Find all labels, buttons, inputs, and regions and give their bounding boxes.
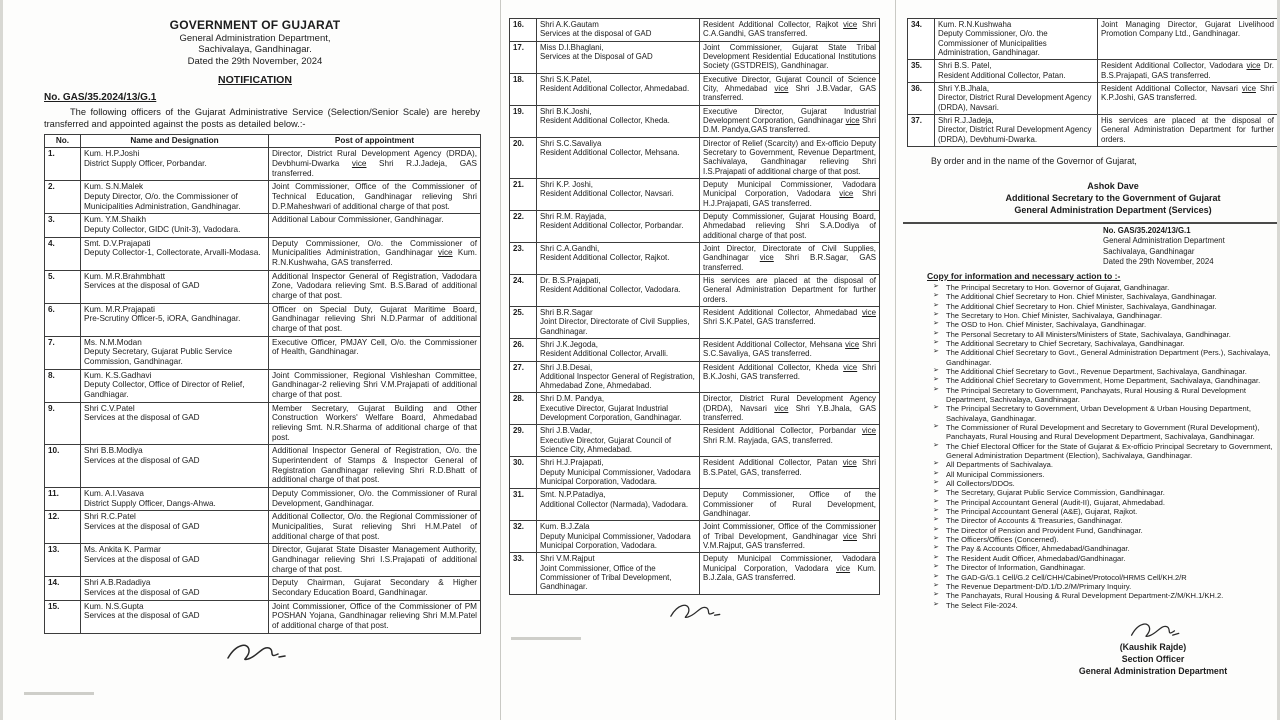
page-2 — [505, 0, 883, 720]
row-number: 2. — [45, 181, 81, 214]
post-of-appointment: Joint Commissioner, Office of the Commissioner of PM POSHAN Yojana, Gandhinagar relieving Shri M.M.Patel of additional charge of that post. — [269, 600, 481, 633]
officer-row — [45, 181, 481, 214]
refblock-number: No. GAS/35.2024/13/G.1 — [1103, 226, 1191, 236]
officer-name-designation: Miss D.I.Bhaglani, Services at the Disposal of GAD — [537, 41, 700, 73]
gov-title: GOVERNMENT OF GUJARAT — [169, 18, 341, 32]
row-number: 37. — [908, 114, 935, 146]
copy-list-item: ➢ The Director of Pension and Provident Fund, Gandhinagar. — [933, 526, 1274, 535]
officer-row — [45, 445, 481, 488]
row-number: 12. — [45, 511, 81, 544]
officer-row — [510, 274, 880, 306]
copy-list-item: ➢ The Additional Chief Secretary to Govt., Revenue Department, Sachivalaya, Gandhinagar. — [933, 367, 1274, 376]
row-number: 30. — [510, 457, 537, 489]
copy-list-item: ➢ All Municipal Commissioners. — [933, 470, 1274, 479]
copy-list-item: ➢ The Personal Secretary to All Ministers/Ministers of State, Sachivalaya, Gandhinagar. — [933, 330, 1274, 339]
officer-row — [908, 82, 1278, 114]
row-number: 26. — [510, 338, 537, 361]
signoff-name: (Kaushik Rajde) — [1119, 641, 1187, 652]
officer-row — [510, 521, 880, 553]
signoff-block — [1043, 618, 1263, 678]
officer-row — [510, 306, 880, 338]
officer-row — [510, 73, 880, 105]
signature-scribble-icon — [1124, 618, 1182, 642]
officer-row — [45, 511, 481, 544]
post-of-appointment: Additional Labour Commissioner, Gandhinagar. — [269, 214, 481, 237]
copy-list-item: ➢ The OSD to Hon. Chief Minister, Sachivalaya, Gandhinagar. — [933, 320, 1274, 329]
row-number: 15. — [45, 600, 81, 633]
officer-name-designation: Kum. H.P.Joshi District Supply Officer, Porbandar. — [81, 148, 269, 181]
copy-list-item: ➢ The Principal Secretary to Government, Urban Development & Urban Housing Department, Sachivalaya, Gandhinagar. — [933, 404, 1274, 423]
row-number: 24. — [510, 274, 537, 306]
row-number: 25. — [510, 306, 537, 338]
row-number: 18. — [510, 73, 537, 105]
copy-list-item: ➢ The Additional Chief Secretary to Govt., General Administration Department (Pers.), Sachivalaya, Gandhinagar. — [933, 348, 1274, 367]
refblock-dated: Dated the 29th November, 2024 — [1103, 256, 1214, 266]
copy-list-item: ➢ The Principal Secretary to Government, Panchayats, Rural Housing & Rural Development Department, Sachivalaya, Gandhinagar. — [933, 386, 1274, 405]
officer-row — [45, 336, 481, 369]
officer-name-designation: Shri B.B.Modiya Services at the disposal of GAD — [81, 445, 269, 488]
officer-row — [908, 19, 1278, 60]
post-of-appointment: Joint Commissioner, Office of the Commissioner of Technical Education, Gandhinagar relieving Shri D.P.Maheshwari of additional charge of that post. — [269, 181, 481, 214]
copy-list-item: ➢ All Collectors/DDOs. — [933, 479, 1274, 488]
post-of-appointment: Deputy Commissioner, Office of the Commissioner of Rural Development, Gandhinagar. — [700, 489, 880, 521]
officer-row — [45, 148, 481, 181]
by-order-line: By order and in the name of the Governor of Gujarat, — [931, 155, 1137, 166]
officer-name-designation: Smt. N.P.Patadiya, Additional Collector (Narmada), Vadodara. — [537, 489, 700, 521]
copy-list-item: ➢ The Chief Electoral Officer for the State of Gujarat & Ex-officio Principal Secretary to Government, General Administration Department (Election), Sachivalaya, Gandhinagar. — [933, 442, 1274, 461]
officer-row — [45, 237, 481, 270]
row-number: 11. — [45, 488, 81, 511]
col-header-post: Post of appointment — [269, 134, 481, 148]
row-number: 4. — [45, 237, 81, 270]
signatory-title-1: Additional Secretary to the Government of Gujarat — [1005, 193, 1221, 204]
gov-dated: Dated the 29th November, 2024 — [187, 55, 323, 67]
officer-row — [510, 457, 880, 489]
row-number: 17. — [510, 41, 537, 73]
post-of-appointment: Member Secretary, Gujarat Building and Other Construction Workers' Welfare Board, Ahmedabad relieving Smt. N.R.Sharma of additional charge of that post. — [269, 402, 481, 445]
officer-name-designation: Shri Y.B.Jhala, Director, District Rural Development Agency (DRDA), Navsari. — [935, 82, 1098, 114]
post-of-appointment: Resident Additional Collector, Kheda vice Shri B.K.Joshi, GAS transferred. — [700, 361, 880, 393]
row-number: 36. — [908, 82, 935, 114]
officer-name-designation: Shri R.M. Rayjada, Resident Additional Collector, Porbandar. — [537, 210, 700, 242]
copy-list-item: ➢ All Departments of Sachivalaya. — [933, 460, 1274, 469]
post-of-appointment: Director, District Rural Development Agency (DRDA), Devbhumi-Dwarka vice Shri R.J.Jadeja, GAS transferred. — [269, 148, 481, 181]
officer-row — [45, 488, 481, 511]
signature-scribble-icon — [664, 599, 724, 623]
officer-row — [45, 577, 481, 600]
officer-row — [510, 338, 880, 361]
officer-row — [510, 41, 880, 73]
intro-paragraph: The following officers of the Gujarat Administrative Service (Selection/Senior Scale) are hereby transferred and appointed against the posts as detailed below.:- — [44, 107, 480, 129]
officer-row — [908, 60, 1278, 83]
officer-row — [45, 402, 481, 445]
copy-list-item: ➢ The Director of Information, Gandhinagar. — [933, 563, 1274, 572]
officer-row — [45, 303, 481, 336]
copy-list-item: ➢ The GAD-G/G.1 Cell/G.2 Cell/CHH/Cabinet/Protocol/HRMS Cell/KH.2/R — [933, 573, 1274, 582]
officer-name-designation: Kum. Y.M.Shaikh Deputy Collector, GIDC (Unit-3), Vadodara. — [81, 214, 269, 237]
copy-list-item: ➢ The Commissioner of Rural Development and Secretary to Government (Rural Development), Panchayats, Rural Housing and Rural Development Department, Sachivalaya, Gandhinagar. — [933, 423, 1274, 442]
officer-name-designation: Shri K.P. Joshi, Resident Additional Collector, Navsari. — [537, 178, 700, 210]
signatory-title-2: General Administration Department (Services) — [1014, 205, 1212, 216]
copy-distribution-list — [933, 283, 1274, 610]
officer-row — [510, 210, 880, 242]
officer-name-designation: Shri B.K.Joshi, Resident Additional Collector, Kheda. — [537, 105, 700, 137]
col-header-name: Name and Designation — [81, 134, 269, 148]
officer-name-designation: Kum. K.S.Gadhavi Deputy Collector, Office of Director of Relief, Gandhiagar. — [81, 369, 269, 402]
officer-name-designation: Shri J.K.Jegoda, Resident Additional Collector, Arvalli. — [537, 338, 700, 361]
page-divider — [500, 0, 501, 720]
fineprint-smudge — [511, 637, 581, 640]
reference-block — [903, 226, 1254, 267]
officer-row — [45, 600, 481, 633]
officer-name-designation: Ms. N.M.Modan Deputy Secretary, Gujarat Public Service Commission, Gandhinagar. — [81, 336, 269, 369]
post-of-appointment: Officer on Special Duty, Gujarat Maritime Board, Gandhinagar relieving Shri N.D.Parmar of additional charge of that post. — [269, 303, 481, 336]
gov-dept: General Administration Department, — [179, 32, 331, 44]
scan-edge — [0, 0, 3, 720]
row-number: 34. — [908, 19, 935, 60]
officer-name-designation: Smt. D.V.Prajapati Deputy Collector-1, Collectorate, Arvalli-Modasa. — [81, 237, 269, 270]
post-of-appointment: Director of Relief (Scarcity) and Ex-officio Deputy Secretary to Government, Revenue Department, Sachivalaya, Gandhinagar relieving Shri I.S.Prajapati of additional charge of that post. — [700, 137, 880, 178]
officer-name-designation: Shri A.K.Gautam Services at the disposal of GAD — [537, 19, 700, 42]
officer-name-designation: Shri R.C.Patel Services at the disposal of GAD — [81, 511, 269, 544]
row-number: 20. — [510, 137, 537, 178]
officer-row — [45, 270, 481, 303]
copy-list-item: ➢ The Panchayats, Rural Housing & Rural Development Department-Z/M/KH.1/KH.2. — [933, 591, 1274, 600]
officer-name-designation: Shri S.C.Savaliya Resident Additional Collector, Mehsana. — [537, 137, 700, 178]
officer-name-designation: Kum. R.N.Kushwaha Deputy Commissioner, O/o. the Commissioner of Municipalities Administration, Gandhinagar. — [935, 19, 1098, 60]
fineprint-smudge — [24, 692, 94, 695]
page-3 — [903, 0, 1280, 720]
post-of-appointment: Joint Managing Director, Gujarat Livelihood Promotion Company Ltd., Gandhinagar. — [1098, 19, 1278, 60]
page1-signature — [14, 638, 496, 666]
post-of-appointment: Deputy Commissioner, O/o. the Commissioner of Municipalities Administration, Gandhinagar vice Kum. R.N.Kushwaha, GAS transferred. — [269, 237, 481, 270]
table-header-row — [45, 134, 481, 148]
officer-row — [510, 178, 880, 210]
officer-name-designation: Kum. S.N.Malek Deputy Director, O/o. the Commissioner of Municipalities Administration, Gandhinagar. — [81, 181, 269, 214]
gov-place: Sachivalaya, Gandhinagar. — [198, 44, 312, 56]
row-number: 1. — [45, 148, 81, 181]
post-of-appointment: Executive Director, Gujarat Industrial Development Corporation, Gandhinagar vice Shri D.M. Pandya,GAS transferred. — [700, 105, 880, 137]
officer-row — [510, 489, 880, 521]
row-number: 16. — [510, 19, 537, 42]
officer-name-designation: Ms. Ankita K. Parmar Services at the disposal of GAD — [81, 544, 269, 577]
officer-row — [510, 553, 880, 594]
officer-name-designation: Kum. M.R.Prajapati Pre-Scrutiny Officer-5, iORA, Gandhinagar. — [81, 303, 269, 336]
copy-list-item: ➢ The Additional Secretary to Chief Secretary, Sachivalaya, Gandhinagar. — [933, 339, 1274, 348]
transfer-table-p2 — [509, 18, 880, 595]
copy-list-item: ➢ The Secretary, Gujarat Public Service Commission, Gandhinagar. — [933, 488, 1274, 497]
copy-list-item: ➢ The Revenue Department-D/D.1/D.2/M/Primary Inquiry. — [933, 582, 1274, 591]
copy-list-item: ➢ The Additional Chief Secretary to Hon. Chief Minister, Sachivalaya, Gandhinagar. — [933, 292, 1274, 301]
signoff-dept: General Administration Department — [1078, 665, 1228, 676]
col-header-no: No. — [45, 134, 81, 148]
post-of-appointment: Joint Director, Directorate of Civil Supplies, Gandhinagar vice Shri B.R.Sagar, GAS transferred. — [700, 242, 880, 274]
refblock-place: Sachivalaya, Gandhinagar — [1103, 246, 1195, 256]
post-of-appointment: Resident Additional Collector, Vadodara vice Dr. B.S.Prajapati, GAS transferred. — [1098, 60, 1278, 83]
row-number: 10. — [45, 445, 81, 488]
row-number: 13. — [45, 544, 81, 577]
post-of-appointment: Resident Additional Collector, Ahmedabad vice Shri S.K.Patel, GAS transferred. — [700, 306, 880, 338]
page-divider — [895, 0, 896, 720]
post-of-appointment: Resident Additional Collector, Mehsana vice Shri S.C.Savaliya, GAS transferred. — [700, 338, 880, 361]
row-number: 14. — [45, 577, 81, 600]
row-number: 32. — [510, 521, 537, 553]
officer-row — [45, 214, 481, 237]
copy-list-item: ➢ The Principal Accountant General (A&E), Gujarat, Rajkot. — [933, 507, 1274, 516]
officer-name-designation: Shri D.M. Pandya, Executive Director, Gujarat Industrial Development Corporation, Gandhinagar. — [537, 393, 700, 425]
row-number: 27. — [510, 361, 537, 393]
row-number: 9. — [45, 402, 81, 445]
row-number: 5. — [45, 270, 81, 303]
copy-list-item: ➢ The Pay & Accounts Officer, Ahmedabad/Gandhinagar. — [933, 544, 1274, 553]
post-of-appointment: Deputy Municipal Commissioner, Vadodara Municipal Corporation, Vadodara vice Kum. B.J.Zala, GAS transferred. — [700, 553, 880, 594]
post-of-appointment: Executive Director, Gujarat Council of Science City, Ahmedabad vice Shri J.B.Vadar, GAS transferred. — [700, 73, 880, 105]
officer-name-designation: Shri J.B.Vadar, Executive Director, Gujarat Council of Science City, Ahmedabad. — [537, 425, 700, 457]
post-of-appointment: Deputy Municipal Commissioner, Vadodara Municipal Corporation, Vadodara vice Shri H.J.Prajapati, GAS transferred. — [700, 178, 880, 210]
officer-name-designation: Kum. A.I.Vasava District Supply Officer, Dangs-Ahwa. — [81, 488, 269, 511]
signature-scribble-icon — [222, 638, 288, 666]
copy-list-item: ➢ The Secretary to Hon. Chief Minister, Sachivalaya, Gandhinagar. — [933, 311, 1274, 320]
officer-row — [45, 544, 481, 577]
officer-row — [510, 19, 880, 42]
copy-list-item: ➢ The Select File-2024. — [933, 601, 1274, 610]
officer-name-designation: Shri B.S. Patel, Resident Additional Collector, Patan. — [935, 60, 1098, 83]
page-1 — [14, 0, 496, 720]
post-of-appointment: Resident Additional Collector, Porbandar vice Shri R.M. Rayjada, GAS, transferred. — [700, 425, 880, 457]
officer-name-designation: Shri R.J.Jadeja, Director, District Rural Development Agency (DRDA), Devbhumi-Dwarka. — [935, 114, 1098, 146]
copy-list-item: ➢ The Officers/Offices (Concerned). — [933, 535, 1274, 544]
officer-name-designation: Shri B.R.Sagar Joint Director, Directorate of Civil Supplies, Gandhinagar. — [537, 306, 700, 338]
post-of-appointment: Additional Inspector General of Registration, O/o. the Superintendent of Stamps & Inspector General of Registration Gandhinagar relieving Shri R.D.Bhatt of additional charge of that post. — [269, 445, 481, 488]
transfer-table-p3 — [907, 18, 1278, 147]
row-number: 19. — [510, 105, 537, 137]
post-of-appointment: Additional Collector, O/o. the Regional Commissioner of Municipalities, Surat relieving Shri H.M.Patel of additional charge of that post. — [269, 511, 481, 544]
post-of-appointment: Resident Additional Collector, Rajkot vice Shri C.A.Gandhi, GAS transferred. — [700, 19, 880, 42]
signatory-block — [963, 180, 1263, 216]
post-of-appointment: His services are placed at the disposal of General Administration Department for further orders. — [700, 274, 880, 306]
row-number: 8. — [45, 369, 81, 402]
officer-row — [45, 369, 481, 402]
copy-list-item: ➢ The Additional Chief Secretary to Government, Home Department, Sachivalaya, Gandhinagar. — [933, 376, 1274, 385]
post-of-appointment: Executive Officer, PMJAY Cell, O/o. the Commissioner of Health, Gandhinagar. — [269, 336, 481, 369]
row-number: 7. — [45, 336, 81, 369]
reference-number: No. GAS/35.2024/13/G.1 — [44, 92, 157, 104]
row-number: 33. — [510, 553, 537, 594]
officer-name-designation: Shri C.A.Gandhi, Resident Additional Collector, Rajkot. — [537, 242, 700, 274]
officer-row — [510, 105, 880, 137]
row-number: 31. — [510, 489, 537, 521]
page2-signature — [505, 599, 883, 623]
officer-name-designation: Shri J.B.Desai, Additional Inspector General of Registration, Ahmedabad Zone, Ahmedabad. — [537, 361, 700, 393]
officer-name-designation: Kum. M.R.Brahmbhatt Services at the disposal of GAD — [81, 270, 269, 303]
refblock-dept: General Administration Department — [1103, 236, 1225, 246]
officer-row — [908, 114, 1278, 146]
post-of-appointment: His services are placed at the disposal of General Administration Department for further orders. — [1098, 114, 1278, 146]
post-of-appointment: Additional Inspector General of Registration, Vadodara Zone, Vadodara relieving Smt. B.S.Barad of additional charge of that post. — [269, 270, 481, 303]
row-number: 21. — [510, 178, 537, 210]
notification-heading: NOTIFICATION — [218, 74, 292, 87]
post-of-appointment: Deputy Commissioner, O/o. the Commissioner of Rural Development, Gandhinagar. — [269, 488, 481, 511]
post-of-appointment: Deputy Commissioner, Gujarat Housing Board, Ahmedabad relieving Shri S.A.Dodiya of additional charge of that post. — [700, 210, 880, 242]
officer-name-designation: Shri C.V.Patel Services at the disposal of GAD — [81, 402, 269, 445]
post-of-appointment: Director, District Rural Development Agency (DRDA), Navsari vice Shri Y.B.Jhala, GAS transferred. — [700, 393, 880, 425]
officer-row — [510, 242, 880, 274]
row-number: 22. — [510, 210, 537, 242]
officer-row — [510, 361, 880, 393]
officer-name-designation: Dr. B.S.Prajapati, Resident Additional Collector, Vadodara. — [537, 274, 700, 306]
officer-name-designation: Shri H.J.Prajapati, Deputy Municipal Commissioner, Vadodara Municipal Corporation, Vadodara. — [537, 457, 700, 489]
row-number: 3. — [45, 214, 81, 237]
copy-list-title: Copy for information and necessary action to :- — [927, 270, 1121, 281]
officer-name-designation: Kum. B.J.Zala Deputy Municipal Commissioner, Vadodara Municipal Corporation, Vadodara. — [537, 521, 700, 553]
copy-list-item: ➢ The Director of Accounts & Treasuries, Gandhinagar. — [933, 516, 1274, 525]
post-of-appointment: Resident Additional Collector, Navsari vice Shri K.P.Joshi, GAS transferred. — [1098, 82, 1278, 114]
officer-name-designation: Kum. N.S.Gupta Services at the disposal of GAD — [81, 600, 269, 633]
signoff-title: Section Officer — [1121, 653, 1185, 664]
post-of-appointment: Joint Commissioner, Regional Vishleshan Committee, Gandhinagar-2 relieving Shri V.M.Prajapati of additional charge of that post. — [269, 369, 481, 402]
row-number: 6. — [45, 303, 81, 336]
row-number: 29. — [510, 425, 537, 457]
document-header — [14, 18, 496, 67]
copy-list-item: ➢ The Principal Accountant General (Audit-II), Gujarat, Ahmedabad. — [933, 498, 1274, 507]
officer-name-designation: Shri V.M.Rajput Joint Commissioner, Office of the Commissioner of Tribal Development, Gandhinagar. — [537, 553, 700, 594]
signatory-name: Ashok Dave — [1087, 180, 1139, 191]
post-of-appointment: Director, Gujarat State Disaster Management Authority, Gandhinagar relieving Shri I.S.Prajapati of additional charge of that post. — [269, 544, 481, 577]
row-number: 23. — [510, 242, 537, 274]
officer-row — [510, 137, 880, 178]
officer-row — [510, 393, 880, 425]
officer-row — [510, 425, 880, 457]
post-of-appointment: Joint Commissioner, Office of the Commissioner of Tribal Development, Gandhinagar vice Shri V.M.Rajput, GAS transferred. — [700, 521, 880, 553]
row-number: 28. — [510, 393, 537, 425]
copy-list-item: ➢ The Principal Secretary to Hon. Governor of Gujarat, Gandhinagar. — [933, 283, 1274, 292]
post-of-appointment: Resident Additional Collector, Patan vice Shri B.S.Patel, GAS, transferred. — [700, 457, 880, 489]
post-of-appointment: Deputy Chairman, Gujarat Secondary & Higher Secondary Education Board, Gandhinagar. — [269, 577, 481, 600]
horizontal-rule — [903, 222, 1280, 224]
officer-name-designation: Shri A.B.Radadiya Services at the disposal of GAD — [81, 577, 269, 600]
copy-list-item: ➢ The Additional Chief Secretary to Hon. Chief Minister, Sachivalaya, Gandhinagar. — [933, 302, 1274, 311]
copy-list-item: ➢ The Resident Audit Officer, Ahmedabad/Gandhinagar. — [933, 554, 1274, 563]
officer-name-designation: Shri S.K.Patel, Resident Additional Collector, Ahmedabad. — [537, 73, 700, 105]
transfer-table-p1 — [44, 134, 481, 634]
row-number: 35. — [908, 60, 935, 83]
post-of-appointment: Joint Commissioner, Gujarat State Tribal Development Residential Educational Institutions Society (GSTDREIS), Gandhinagar. — [700, 41, 880, 73]
